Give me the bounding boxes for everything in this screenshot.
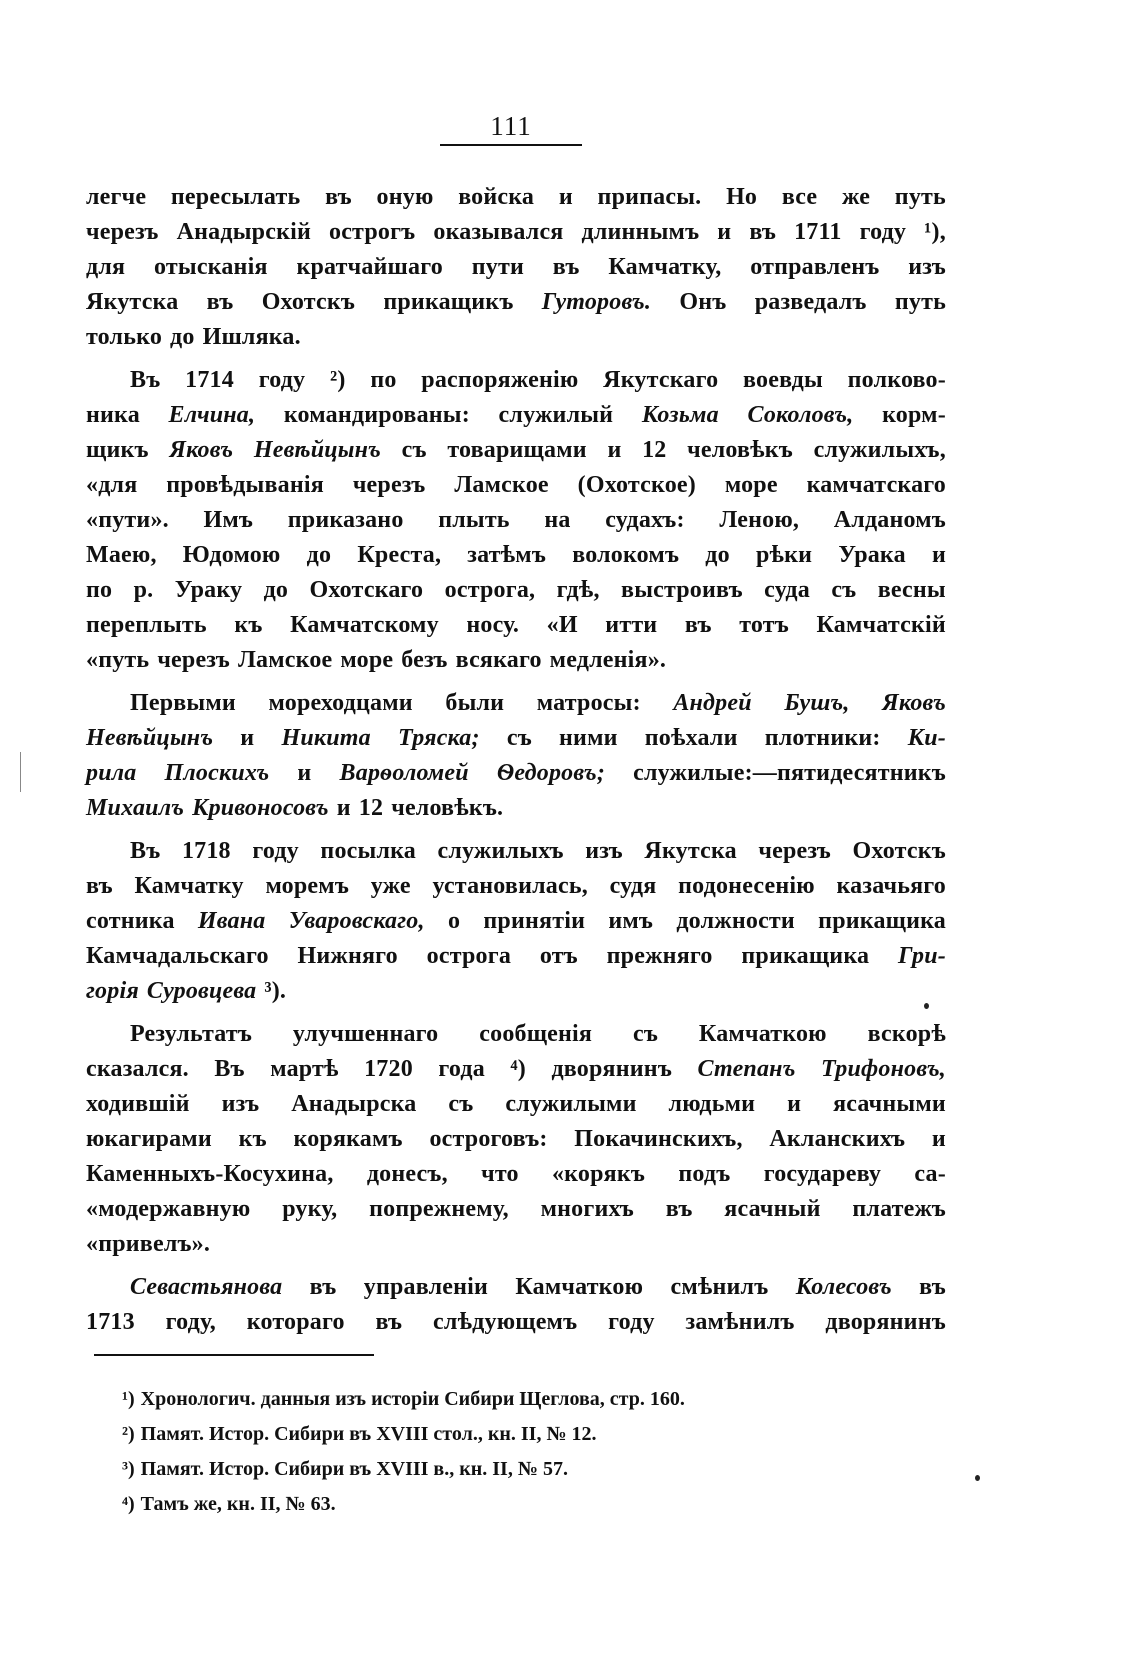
word: принятіи <box>483 908 586 934</box>
text-line <box>86 1227 946 1262</box>
word: до <box>306 542 332 568</box>
word: волокомъ <box>572 542 680 568</box>
word: острогъ <box>329 219 416 245</box>
word: попрежнему, <box>369 1196 509 1222</box>
word: ясачными <box>833 1091 946 1117</box>
word: щикъ <box>86 437 149 463</box>
word: ³). <box>264 978 287 1004</box>
italic-name-word: Плоскихъ <box>164 760 270 786</box>
word: дворянинъ <box>551 1056 673 1082</box>
word: до <box>705 542 730 568</box>
word: должности <box>676 908 795 934</box>
word: легче <box>86 184 147 210</box>
word: въ <box>552 254 580 280</box>
word: установилась, <box>432 873 588 899</box>
body-text <box>86 180 946 1340</box>
word: черезъ <box>86 219 159 245</box>
footnotes <box>122 1382 922 1522</box>
italic-name-word: Ивана <box>197 908 266 934</box>
text-line <box>86 1192 946 1227</box>
word: приказано <box>287 507 404 533</box>
word: воевды <box>743 367 823 393</box>
text-line <box>86 363 946 398</box>
italic-name-word: Никита <box>281 725 371 751</box>
word: донесъ, <box>366 1161 448 1187</box>
word: длиннымъ <box>581 219 700 245</box>
word: и <box>607 437 622 463</box>
text-line <box>86 180 946 215</box>
word: въ <box>206 289 234 315</box>
stray-dot-mark <box>924 1003 929 1009</box>
italic-name-word: Варѳоломей <box>339 760 469 786</box>
text-line <box>86 1087 946 1122</box>
word: Имъ <box>203 507 254 533</box>
word: Акланскихъ <box>769 1126 906 1152</box>
footnote <box>122 1487 922 1522</box>
word: Ишляка. <box>202 324 301 350</box>
word: ясачный <box>724 1196 821 1222</box>
word: ¹), <box>924 219 946 245</box>
word: Результатъ <box>130 1021 253 1047</box>
word: Якутска <box>86 289 179 315</box>
word: юкагирами <box>86 1126 212 1152</box>
text-line <box>86 320 946 355</box>
word: море <box>340 647 394 673</box>
word: безъ <box>401 647 448 673</box>
italic-name-word: Елчина, <box>168 402 256 428</box>
text-line <box>86 1305 946 1340</box>
text-line <box>86 721 946 756</box>
word: носу. <box>466 612 520 638</box>
word: ника <box>86 402 140 428</box>
italic-name-word: Соколовъ, <box>747 402 854 428</box>
italic-name-word: Яковъ <box>882 690 946 716</box>
word: острога, <box>444 577 536 603</box>
word: подонесенію <box>678 873 815 899</box>
word: камчатскаго <box>806 472 946 498</box>
word: матросы: <box>536 690 641 716</box>
footnote-text: Памят. Истор. Сибири въ XVIII в., кн. II, № 57. <box>140 1458 568 1480</box>
word: ⁴) <box>510 1056 526 1082</box>
italic-name-word: Степанъ <box>697 1056 796 1082</box>
word: отъ <box>539 943 578 969</box>
word: и <box>336 795 351 821</box>
word: Камчатку, <box>608 254 722 280</box>
word: и <box>297 760 312 786</box>
word: судахъ: <box>605 507 685 533</box>
word: прикащикъ <box>383 289 514 315</box>
word: 1714 <box>185 367 234 393</box>
word: Но <box>726 184 758 210</box>
word: что <box>481 1161 519 1187</box>
text-line <box>86 756 946 791</box>
italic-name-word: Уваровскаго, <box>288 908 425 934</box>
word: «привелъ». <box>86 1231 211 1257</box>
word: къ <box>238 1126 267 1152</box>
footnote-marker: ³) <box>122 1458 135 1480</box>
word: судя <box>609 873 657 899</box>
text-line <box>86 538 946 573</box>
italic-name-word: рила <box>86 760 137 786</box>
word: черезъ <box>352 472 426 498</box>
word: прикащика <box>818 908 946 934</box>
word: въ <box>375 1309 403 1335</box>
word: Онъ <box>679 289 727 315</box>
text-line <box>86 608 946 643</box>
word: выстроивъ <box>621 577 743 603</box>
footnote <box>122 1417 922 1452</box>
word: посылка <box>320 838 416 864</box>
italic-name-word: Михаилъ <box>86 795 185 821</box>
word: Охотскаго <box>309 577 424 603</box>
text-line <box>86 1052 946 1087</box>
word: въ <box>919 1274 946 1300</box>
word: острога <box>426 943 512 969</box>
footnote-marker: ²) <box>122 1423 135 1445</box>
word: кратчайшаго <box>296 254 443 280</box>
word: Охотскъ <box>852 838 946 864</box>
word: «путь <box>86 647 150 673</box>
word: Камчадальскаго <box>86 943 269 969</box>
footnote-separator <box>94 1354 374 1356</box>
word: замѣнилъ <box>685 1309 795 1335</box>
word: году <box>258 367 306 393</box>
text-line <box>86 285 946 320</box>
word: служилые:—пятидесятникъ <box>633 760 946 786</box>
italic-name-word: Невѣйцынъ <box>86 725 214 751</box>
word: 1711 <box>794 219 842 245</box>
word: море <box>724 472 778 498</box>
italic-name-word: Яковъ <box>169 437 234 463</box>
word: Въ <box>130 838 161 864</box>
word: ходившій <box>86 1091 190 1117</box>
word: моремъ <box>265 873 350 899</box>
text-line <box>86 791 946 826</box>
word: Ураку <box>174 577 243 603</box>
word: командированы: <box>283 402 470 428</box>
word: только <box>86 324 163 350</box>
word: государеву <box>763 1161 882 1187</box>
word: Якутска <box>644 838 737 864</box>
word: корякамъ <box>293 1126 403 1152</box>
word: Юдомою <box>182 542 281 568</box>
word: прикащика <box>741 943 870 969</box>
word: по <box>86 577 113 603</box>
word: служилый <box>498 402 614 428</box>
word: году <box>859 219 907 245</box>
word: съ <box>506 725 532 751</box>
word: изъ <box>221 1091 260 1117</box>
word: въ <box>665 1196 693 1222</box>
word: улучшеннаго <box>292 1021 439 1047</box>
word: съ <box>448 1091 474 1117</box>
word: изъ <box>585 838 623 864</box>
word: весны <box>877 577 946 603</box>
word: людьми <box>668 1091 756 1117</box>
word: «модержавную <box>86 1196 251 1222</box>
word: уже <box>370 873 411 899</box>
footnote-marker: ⁴) <box>122 1493 135 1515</box>
word: Камчатку <box>134 873 244 899</box>
word: сообщенія <box>479 1021 593 1047</box>
word: по <box>370 367 397 393</box>
word: Камчатскому <box>290 612 439 638</box>
word: путь <box>894 289 946 315</box>
text-line <box>86 686 946 721</box>
word: оказывался <box>433 219 564 245</box>
word: Камчаткою <box>698 1021 827 1047</box>
text-line <box>86 1122 946 1157</box>
paragraph-gap <box>86 355 946 363</box>
word: о <box>447 908 461 934</box>
word: году, <box>165 1309 216 1335</box>
text-line <box>86 573 946 608</box>
word: платежъ <box>852 1196 946 1222</box>
word: въ <box>325 184 352 210</box>
word: до <box>170 324 195 350</box>
word: году <box>608 1309 655 1335</box>
word: са- <box>914 1161 946 1187</box>
word: «пути». <box>86 507 169 533</box>
word: оную <box>376 184 434 210</box>
text-line <box>86 250 946 285</box>
word: Анадырскій <box>176 219 311 245</box>
footnote <box>122 1452 922 1487</box>
text-line <box>86 1270 946 1305</box>
italic-name-word: Невѣйцынъ <box>253 437 382 463</box>
word: Алданомъ <box>833 507 946 533</box>
word: многихъ <box>540 1196 634 1222</box>
word: ²) <box>329 367 346 393</box>
word: имъ <box>608 908 654 934</box>
word: остроговъ: <box>429 1126 548 1152</box>
word: были <box>445 690 505 716</box>
word: плыть <box>438 507 510 533</box>
word: для <box>86 254 126 280</box>
word: (Охотское) <box>577 472 696 498</box>
word: въ <box>684 612 712 638</box>
word: служилыхъ <box>437 838 564 864</box>
word: Каменныхъ-Косухина, <box>86 1161 334 1187</box>
word: Камчатскій <box>816 612 946 638</box>
word: съ <box>831 577 857 603</box>
italic-name-word: Ки- <box>907 725 946 751</box>
word: затѣмъ <box>467 542 547 568</box>
italic-name-word: Суровцева <box>146 978 257 1004</box>
word: путь <box>894 184 946 210</box>
word: Первыми <box>130 690 236 716</box>
word: отправленъ <box>750 254 880 280</box>
text-line <box>86 643 946 678</box>
word: служилыхъ, <box>813 437 946 463</box>
word: Въ <box>214 1056 245 1082</box>
italic-name-word: Козьма <box>641 402 719 428</box>
word: Ламское <box>454 472 549 498</box>
italic-name-word: Андрей <box>673 690 752 716</box>
word: сотника <box>86 908 175 934</box>
italic-name-word: Гри- <box>897 943 946 969</box>
word: провѣдыванія <box>166 472 324 498</box>
page-number-rule <box>440 144 582 146</box>
word: и <box>931 1126 946 1152</box>
italic-name-word: Кривоносовъ <box>192 795 329 821</box>
footnote-text: Памят. Истор. Сибири въ XVIII стол., кн. II, № 12. <box>140 1423 597 1445</box>
word: изъ <box>908 254 946 280</box>
word: человѣкъ <box>687 437 793 463</box>
word: полково- <box>847 367 946 393</box>
text-line <box>86 215 946 250</box>
italic-name-word: Севастьянова <box>130 1274 283 1300</box>
margin-mark <box>20 752 21 792</box>
text-line <box>86 433 946 468</box>
word: пересылать <box>170 184 301 210</box>
word: медленія». <box>549 647 667 673</box>
word: плотники: <box>764 725 881 751</box>
word: суда <box>764 577 810 603</box>
word: дворянинъ <box>825 1309 946 1335</box>
word: товарищами <box>447 437 587 463</box>
word: «корякъ <box>551 1161 646 1187</box>
word: Маею, <box>86 542 157 568</box>
word: съ <box>633 1021 659 1047</box>
word: руку, <box>282 1196 338 1222</box>
word: всякаго <box>455 647 542 673</box>
word: и <box>717 219 732 245</box>
word: 12 <box>358 795 384 821</box>
word: припасы. <box>597 184 702 210</box>
word: черезъ <box>758 838 831 864</box>
word: Нижняго <box>297 943 398 969</box>
word: на <box>544 507 571 533</box>
word: мартѣ <box>270 1056 339 1082</box>
word: году <box>252 838 299 864</box>
word: 1720 <box>364 1056 413 1082</box>
italic-name-word: Тряска; <box>397 725 480 751</box>
text-line <box>86 503 946 538</box>
word: Леною, <box>719 507 800 533</box>
word: въ <box>309 1274 337 1300</box>
word: 12 <box>642 437 667 463</box>
word: управленіи <box>363 1274 489 1300</box>
word: вскорѣ <box>867 1021 946 1047</box>
word: человѣкъ. <box>391 795 504 821</box>
word: итти <box>605 612 658 638</box>
paragraph-gap <box>86 826 946 834</box>
footnote-text: Тамъ же, кн. II, № 63. <box>140 1493 336 1515</box>
word: прежняго <box>606 943 713 969</box>
word: же <box>841 184 871 210</box>
word: 1718 <box>181 838 231 864</box>
word: подъ <box>678 1161 731 1187</box>
word: разведалъ <box>754 289 867 315</box>
word: переплыть <box>86 612 207 638</box>
paragraph-gap <box>86 1009 946 1017</box>
word: корм- <box>882 402 946 428</box>
word: Покачинскихъ, <box>574 1126 743 1152</box>
word: смѣнилъ <box>670 1274 769 1300</box>
footnote-marker: ¹) <box>122 1388 135 1410</box>
italic-name-word: Колесовъ <box>795 1274 892 1300</box>
page-number: 111 <box>490 111 532 141</box>
word: въ <box>749 219 777 245</box>
word: тотъ <box>739 612 789 638</box>
word: и <box>240 725 255 751</box>
word: Анадырска <box>291 1091 417 1117</box>
footnote <box>122 1382 922 1417</box>
word: Креста, <box>357 542 442 568</box>
text-line <box>86 939 946 974</box>
italic-name-word: Гуторовъ. <box>541 289 652 315</box>
word: и <box>931 542 946 568</box>
stray-dot-mark <box>975 1475 980 1481</box>
word: сказался. <box>86 1056 189 1082</box>
word: Урака <box>838 542 906 568</box>
word: пути <box>471 254 524 280</box>
word: войска <box>458 184 535 210</box>
text-line <box>86 869 946 904</box>
word: Ламское <box>237 647 333 673</box>
word: до <box>263 577 289 603</box>
word: «И <box>546 612 578 638</box>
word: гдѣ, <box>556 577 600 603</box>
word: рѣки <box>755 542 813 568</box>
word: Камчаткою <box>515 1274 644 1300</box>
text-line <box>86 1157 946 1192</box>
word: казачьяго <box>836 873 946 899</box>
italic-name-word: Бушъ, <box>784 690 850 716</box>
text-line <box>86 904 946 939</box>
text-line <box>86 1017 946 1052</box>
word: служилыми <box>505 1091 637 1117</box>
word: «для <box>86 472 138 498</box>
text-line <box>86 834 946 869</box>
word: къ <box>234 612 263 638</box>
word: 1713 <box>86 1309 135 1335</box>
word: Охотскъ <box>261 289 356 315</box>
word: ними <box>559 725 618 751</box>
word: все <box>781 184 818 210</box>
italic-name-word: Ѳедоровъ; <box>496 760 606 786</box>
word: р. <box>133 577 154 603</box>
word: въ <box>86 873 113 899</box>
word: котораго <box>246 1309 345 1335</box>
italic-name-word: горія <box>86 978 139 1004</box>
paragraph-gap <box>86 1262 946 1270</box>
text-line <box>86 974 946 1009</box>
text-line <box>86 468 946 503</box>
word: мореходцами <box>268 690 413 716</box>
word: поѣхали <box>644 725 738 751</box>
text-line <box>86 398 946 433</box>
word: Якутскаго <box>603 367 719 393</box>
word: слѣдующемъ <box>433 1309 578 1335</box>
footnote-text: Хронологич. данныя изъ исторіи Сибири Щеглова, стр. 160. <box>140 1388 685 1410</box>
word: Въ <box>130 367 161 393</box>
word: распоряженію <box>421 367 579 393</box>
word: отысканія <box>154 254 268 280</box>
italic-name-word: Трифоновъ, <box>821 1056 946 1082</box>
word: года <box>438 1056 485 1082</box>
word: съ <box>401 437 427 463</box>
paragraph-gap <box>86 678 946 686</box>
word: и <box>558 184 573 210</box>
word: черезъ <box>157 647 230 673</box>
word: и <box>787 1091 802 1117</box>
